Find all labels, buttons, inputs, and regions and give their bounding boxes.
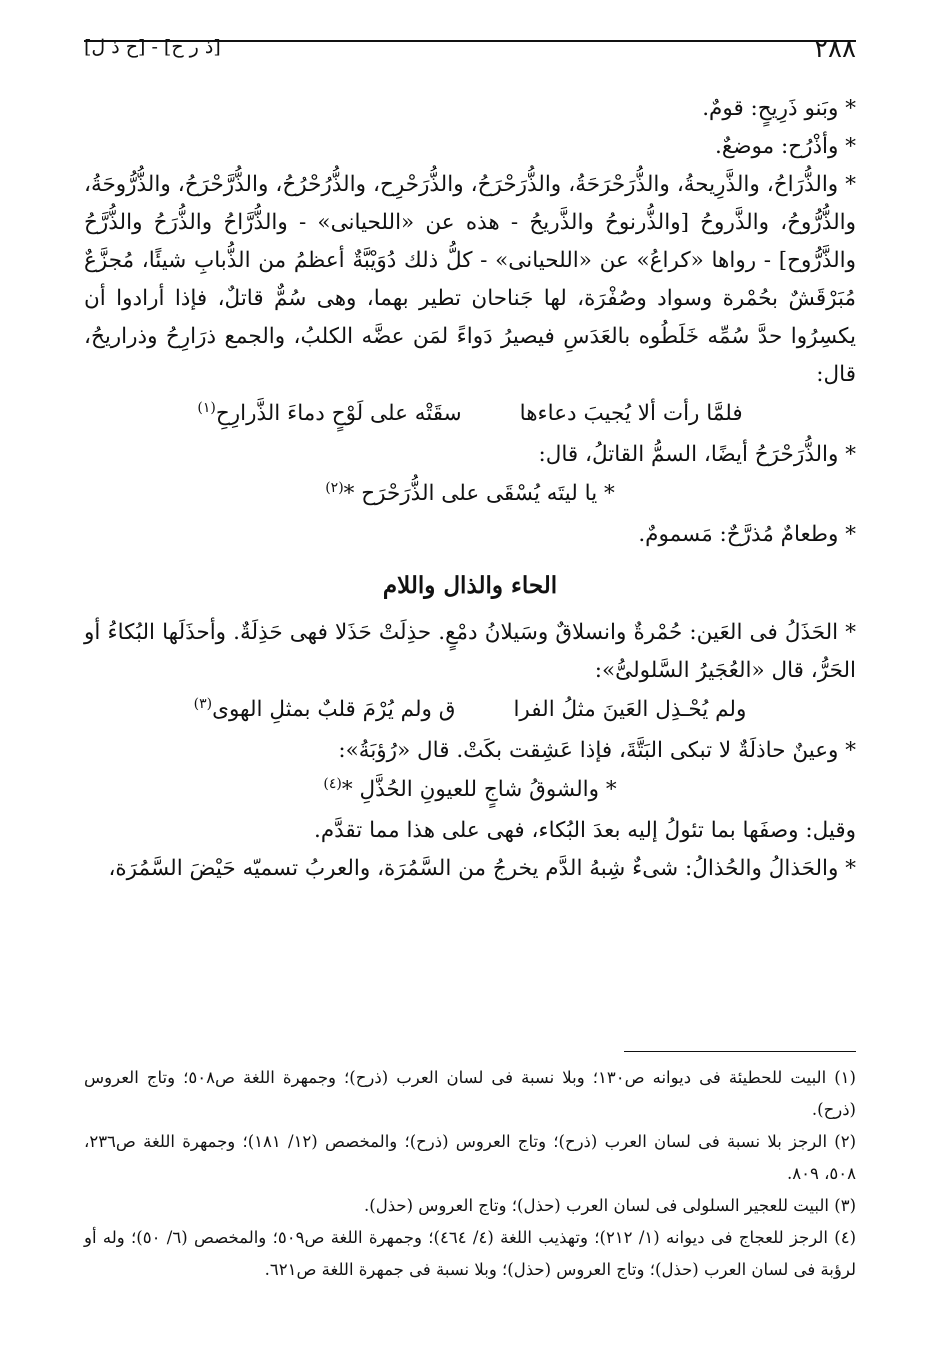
footnote-2: (٢) الرجز بلا نسبة فى لسان العرب (ذرح)؛ وتاج العروس (ذرح)؛ والمخصص (١٢/ ١٨١)؛ وجمهرة اللغة ص٢٣٦، ٥٠٨، ٨٠٩. (84, 1132, 856, 1183)
verse-2 (84, 474, 856, 514)
page-header (84, 28, 856, 68)
footnote-1: (١) البيت للحطيئة فى ديوانه ص١٣٠؛ وبلا نسبة فى لسان العرب (ذرح)؛ وجمهرة اللغة ص٥٠٨؛ وتاج العروس (ذرح). (84, 1068, 856, 1119)
verse-3-first-hemistich: ولم يُحْـذِل العَينَ مثلُ الفرا (513, 697, 747, 722)
entry-hadhila: * وعينٌ حاذلَةٌ لا تبكى البَتَّةَ، فإذا عَشِقت بكَتْ. قال «رُؤبَةُ»: (338, 738, 856, 763)
verse-3-second-hemistich: ق ولم يُرْمَ قلبٌ بمثلِ الهوى$^{(٣)}$ (193, 695, 456, 722)
entry-qila: وقيل: وصفَها بما تئولُ إليه بعدَ البُكاء، فهى على هذا مما تقدَّم. (313, 818, 856, 843)
verse-1 (84, 394, 856, 434)
verse-2-text: * يا ليتَه يُسْقَى على الذُّرَحْرَح * (343, 481, 615, 506)
entry-mudharrah: * وطعامٌ مُذرَّحٌ: مَسمومٌ. (638, 522, 856, 547)
entry-bano-dharih: * وبَنو ذَرِيحٍ: قومٌ. (702, 96, 856, 121)
verse-4 (84, 770, 856, 810)
page-number: ٢٨٨ (814, 34, 856, 64)
entry-dhurah: * والذُّرَاحُ، والذَّرِيحةُ، والذُّرَحْرَحَةُ، والذُّرَحْرَحُ، والذُّرَحْرِح، والذُّرُحْرُحُ، والذُّرَّحْرَحُ، والذُّرُّوحَةُ، والذُّرُّوحُ، والذَّروحُ [والذُّرنوحُ والذَّريحُ - هذه عن «اللحيانى» - والذُّرَّاحُ والذُّرَحُ والذُّرَّحُ والذَّرُّوح] - رواها «كراعُ» عن «اللحيانى» - كلُّ ذلك دُوَيْبَّةٌ أعظمُ من الذُّبابِ شيئًا، مُجزَّعٌ مُبَرْقَشٌ بحُمْرة وسواد وصُفْرَة، لها جَناحان تطير بهما، وهى سُمٌّ قاتلٌ، فإذا أرادوا أن يكسِرُوا حدَّ سُمِّه خَلَطُوه بالعَدَسِ فيصيرُ دَواءً لمَن عضَّه الكلبُ، والجمع ذرَارِحُ وذراريحُ، قال: (84, 172, 856, 387)
section-heading: الحاء والذال واللام (382, 572, 558, 599)
footnotes (84, 1062, 856, 1286)
entry-adhruh: * وأذْرُح: موضعٌ. (714, 134, 856, 159)
footnote-3: (٣) البيت للعجير السلولى فى لسان العرب (حذل)؛ وتاج العروس (حذل). (364, 1196, 856, 1215)
main-text (84, 90, 856, 888)
footnote-rule (624, 1051, 856, 1052)
verse-4-text: * والشوقُ شاجٍ للعيونِ الحُذَّلِ * (341, 777, 617, 802)
footnote-4: (٤) الرجز للعجاج فى ديوانه (١/ ٢١٢)؛ وتهذيب اللغة (٤/ ٤٦٤)؛ وجمهرة اللغة ص٥٠٩؛ والمخصص (٦/ ٥٠)؛ وله أو لرؤبة فى لسان العرب (حذل)؛ وتاج العروس (حذل)؛ وبلا نسبة فى جمهرة اللغة ص٦٢١. (84, 1228, 857, 1279)
verse-1-first-hemistich: فلمَّا رأت ألا يُجيبَ دعاءها (519, 401, 743, 426)
footnote-ref-1: (١) (197, 399, 216, 416)
verse-3 (84, 690, 856, 730)
footnote-ref-3: (٣) (193, 695, 213, 712)
header-rule (84, 40, 856, 42)
entry-hadhal: * الحَذَلُ فى العَين: حُمْرةٌ وانسلاقٌ وسَيلانُ دمْعٍ. حذِلَتْ حَذَلا فهى حَذِلَةٌ. وأحذَلَها البُكاءُ أو الحَرُّ، قال «العُجَيرُ السَّلولىُّ»: (84, 620, 856, 683)
running-head-roots: [ذ ر ح] - [ح ذ ل] (84, 36, 221, 58)
entry-hadhal-samura: * والحَذالُ والحُذالُ: شىءٌ شِبهُ الدَّم يخرجُ من السَّمُرَة، والعربُ تسميّه حَيْضَ السَّمُرَة، (108, 856, 856, 881)
entry-dhurahrah: * والذُّرَحْرَحُ أيضًا، السمُّ القاتلُ، قال: (538, 442, 856, 467)
footnote-ref-4: (٤) (323, 775, 342, 792)
footnote-ref-2: (٢) (325, 479, 344, 496)
verse-1-second-hemistich: سقَتْه على لَوْحٍ دماءَ الذَّرارِحِ$^{(١)}$ (197, 399, 462, 426)
